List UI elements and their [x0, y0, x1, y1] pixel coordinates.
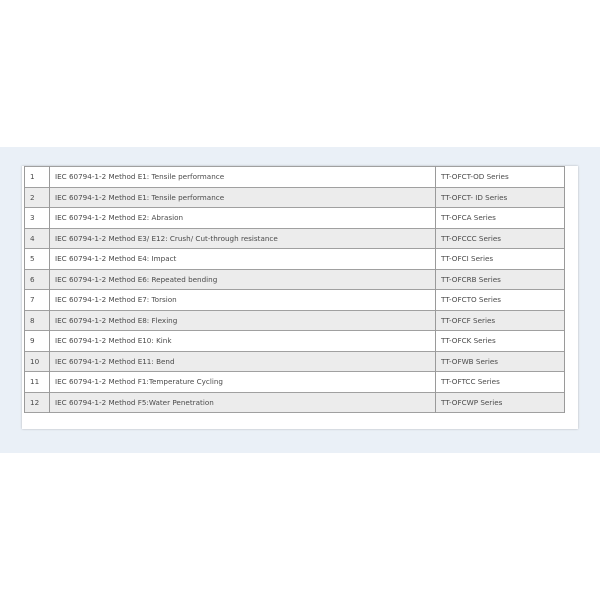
product-series-cell: TT-OFCCC Series [436, 228, 565, 249]
test-method-cell: IEC 60794-1-2 Method E3/ E12: Crush/ Cut-through resistance [50, 228, 436, 249]
table-row [25, 167, 565, 188]
test-method-cell: IEC 60794-1-2 Method E10: Kink [50, 331, 436, 352]
table-row [25, 187, 565, 208]
table-row [25, 249, 565, 270]
row-number-cell: 5 [25, 249, 50, 270]
test-method-cell: IEC 60794-1-2 Method E1: Tensile performance [50, 187, 436, 208]
test-method-cell: IEC 60794-1-2 Method E4: Impact [50, 249, 436, 270]
row-number-cell: 9 [25, 331, 50, 352]
table-row [25, 228, 565, 249]
row-number-cell: 4 [25, 228, 50, 249]
product-series-cell: TT-OFCT- ID Series [436, 187, 565, 208]
table-row [25, 331, 565, 352]
table-row [25, 310, 565, 331]
product-series-cell: TT-OFCI Series [436, 249, 565, 270]
product-series-cell: TT-OFCF Series [436, 310, 565, 331]
test-method-cell: IEC 60794-1-2 Method E1: Tensile performance [50, 167, 436, 188]
row-number-cell: 3 [25, 208, 50, 229]
product-series-cell: TT-OFWB Series [436, 351, 565, 372]
test-table-container [22, 166, 578, 429]
row-number-cell: 7 [25, 290, 50, 311]
table-row [25, 351, 565, 372]
test-method-cell: IEC 60794-1-2 Method E8: Flexing [50, 310, 436, 331]
product-series-cell: TT-OFCTO Series [436, 290, 565, 311]
row-number-cell: 1 [25, 167, 50, 188]
row-number-cell: 12 [25, 392, 50, 413]
product-series-cell: TT-OFCK Series [436, 331, 565, 352]
table-row [25, 290, 565, 311]
test-standards-table [24, 166, 565, 413]
test-method-cell: IEC 60794-1-2 Method F1:Temperature Cycling [50, 372, 436, 393]
test-method-cell: IEC 60794-1-2 Method F5:Water Penetration [50, 392, 436, 413]
row-number-cell: 6 [25, 269, 50, 290]
product-series-cell: TT-OFCWP Series [436, 392, 565, 413]
table-row [25, 372, 565, 393]
test-method-cell: IEC 60794-1-2 Method E6: Repeated bending [50, 269, 436, 290]
test-method-cell: IEC 60794-1-2 Method E2: Abrasion [50, 208, 436, 229]
table-row [25, 208, 565, 229]
row-number-cell: 11 [25, 372, 50, 393]
product-series-cell: TT-OFCRB Series [436, 269, 565, 290]
test-method-cell: IEC 60794-1-2 Method E11: Bend [50, 351, 436, 372]
test-method-cell: IEC 60794-1-2 Method E7: Torsion [50, 290, 436, 311]
row-number-cell: 8 [25, 310, 50, 331]
product-series-cell: TT-OFCA Series [436, 208, 565, 229]
row-number-cell: 10 [25, 351, 50, 372]
table-row [25, 392, 565, 413]
product-series-cell: TT-OFCT-OD Series [436, 167, 565, 188]
row-number-cell: 2 [25, 187, 50, 208]
table-row [25, 269, 565, 290]
product-series-cell: TT-OFTCC Series [436, 372, 565, 393]
